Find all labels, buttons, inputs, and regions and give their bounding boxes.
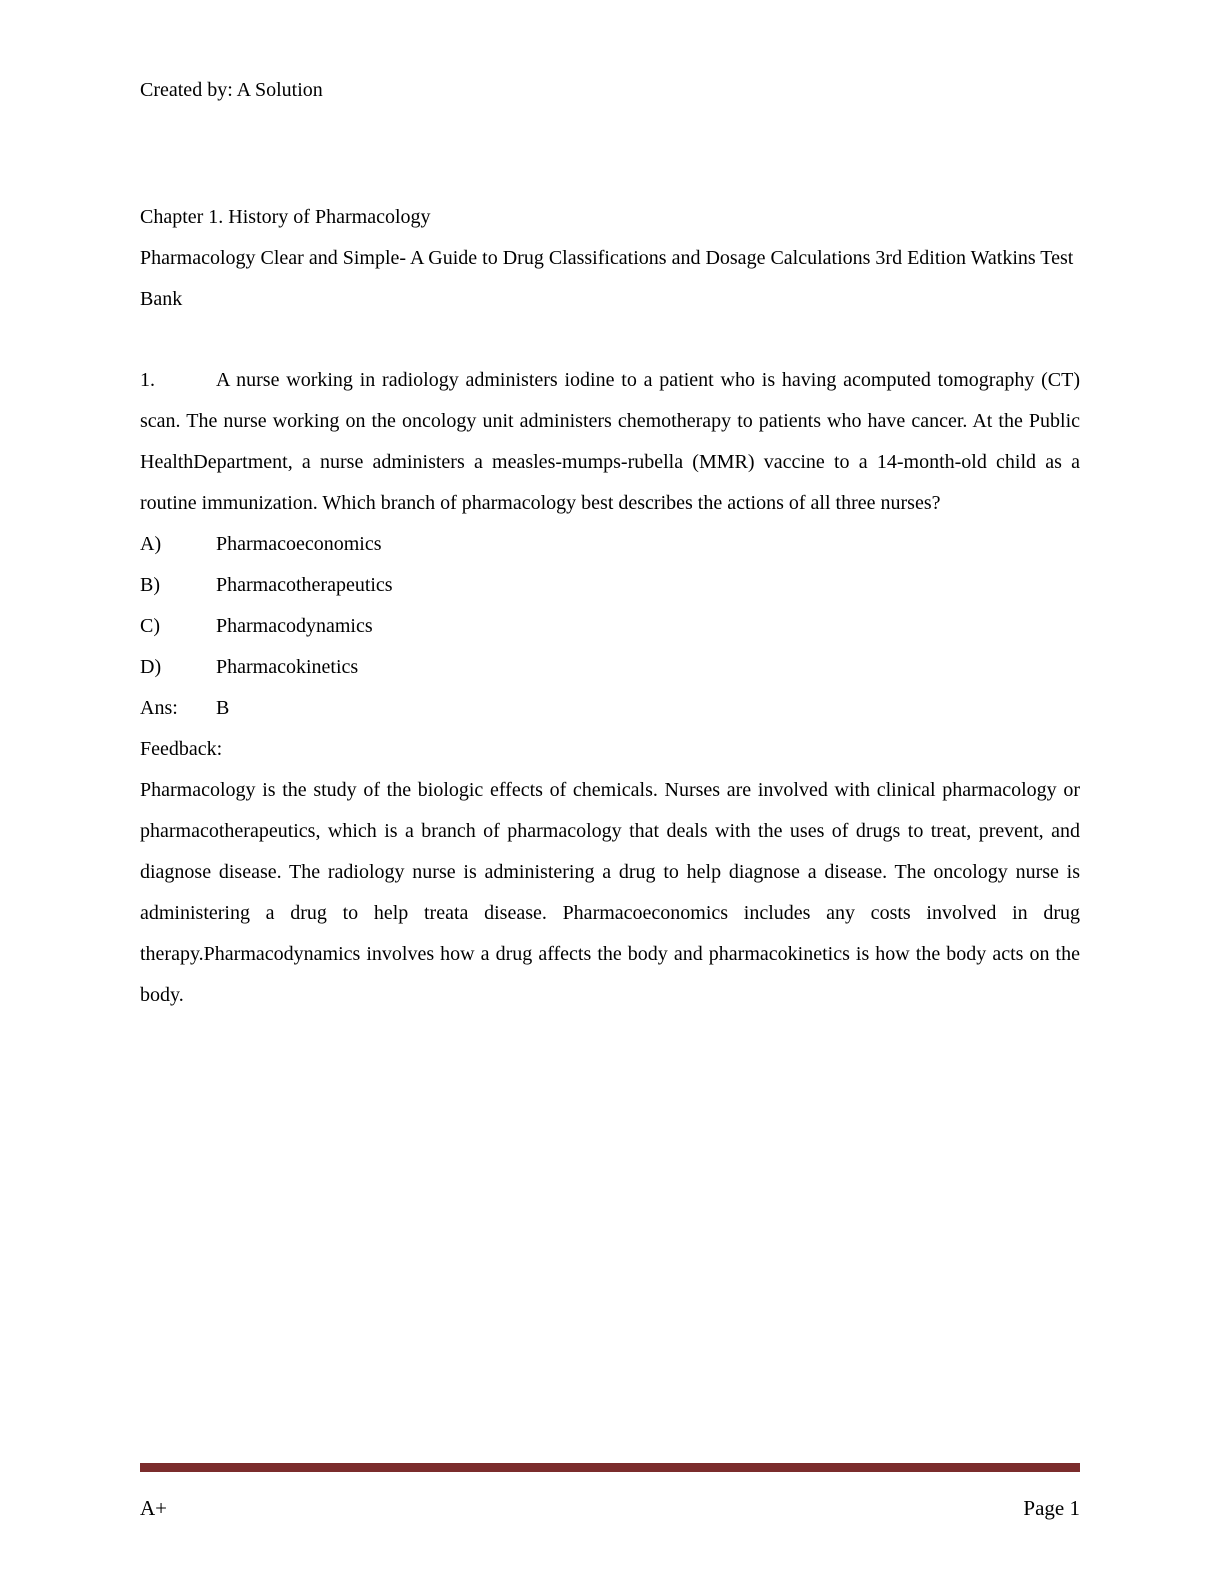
- created-by-line: Created by: A Solution: [140, 79, 323, 101]
- question-text: A nurse working in radiology administers iodine to a patient who is having acomputed tomography (CT) scan. The nurse working on the oncology unit administers chemotherapy to patients who have cancer. At the Public HealthDepartment, a nurse administers a measles-mumps-rubella (MMR) vaccine to a 14-month-old child as a routine immunization. Which branch of pharmacology best describes the actions of all three nurses?: [140, 369, 1080, 514]
- question-number: 1.: [140, 369, 155, 391]
- footer-divider: [140, 1463, 1080, 1472]
- option-row: [140, 565, 1080, 606]
- answer-row: [140, 688, 1080, 729]
- feedback-text: Pharmacology is the study of the biologic effects of chemicals. Nurses are involved with clinical pharmacology or pharmacotherapeutics, which is a branch of pharmacology that deals with the uses of drugs to treat, prevent, and diagnose disease. The radiology nurse is administering a drug to help diagnose a disease. The oncology nurse is administering a drug to help treata disease. Pharmacoeconomics includes any costs involved in drug therapy.Pharmacodynamics involves how a drug affects the body and pharmacokinetics is how the body acts on the body.: [140, 779, 1080, 1006]
- answer-label: Ans:: [140, 697, 178, 719]
- option-letter: D): [140, 656, 162, 678]
- option-row: [140, 524, 1080, 565]
- heading-block: [140, 197, 1080, 320]
- option-letter: A): [140, 533, 162, 555]
- footer-row: [140, 1494, 1080, 1522]
- question-paragraph: [140, 360, 1080, 524]
- option-text: Pharmacodynamics: [216, 615, 373, 637]
- footer-page-number: Page 1: [1023, 1496, 1080, 1520]
- feedback-label: Feedback:: [140, 738, 223, 760]
- option-text: Pharmacokinetics: [216, 656, 359, 678]
- spacer: [140, 320, 1080, 360]
- chapter-title: Chapter 1. History of Pharmacology: [140, 206, 431, 228]
- options-list: [140, 524, 1080, 688]
- answer-value: B: [216, 697, 230, 719]
- footer-grade: A+: [140, 1496, 168, 1520]
- option-row: [140, 606, 1080, 647]
- book-title: Pharmacology Clear and Simple- A Guide to Drug Classifications and Dosage Calculations 3rd Edition Watkins Test Bank: [140, 247, 1074, 310]
- option-letter: B): [140, 574, 160, 596]
- page-footer: [140, 1463, 1080, 1522]
- option-text: Pharmacoeconomics: [216, 533, 382, 555]
- option-letter: C): [140, 615, 160, 637]
- option-row: [140, 647, 1080, 688]
- option-text: Pharmacotherapeutics: [216, 574, 393, 596]
